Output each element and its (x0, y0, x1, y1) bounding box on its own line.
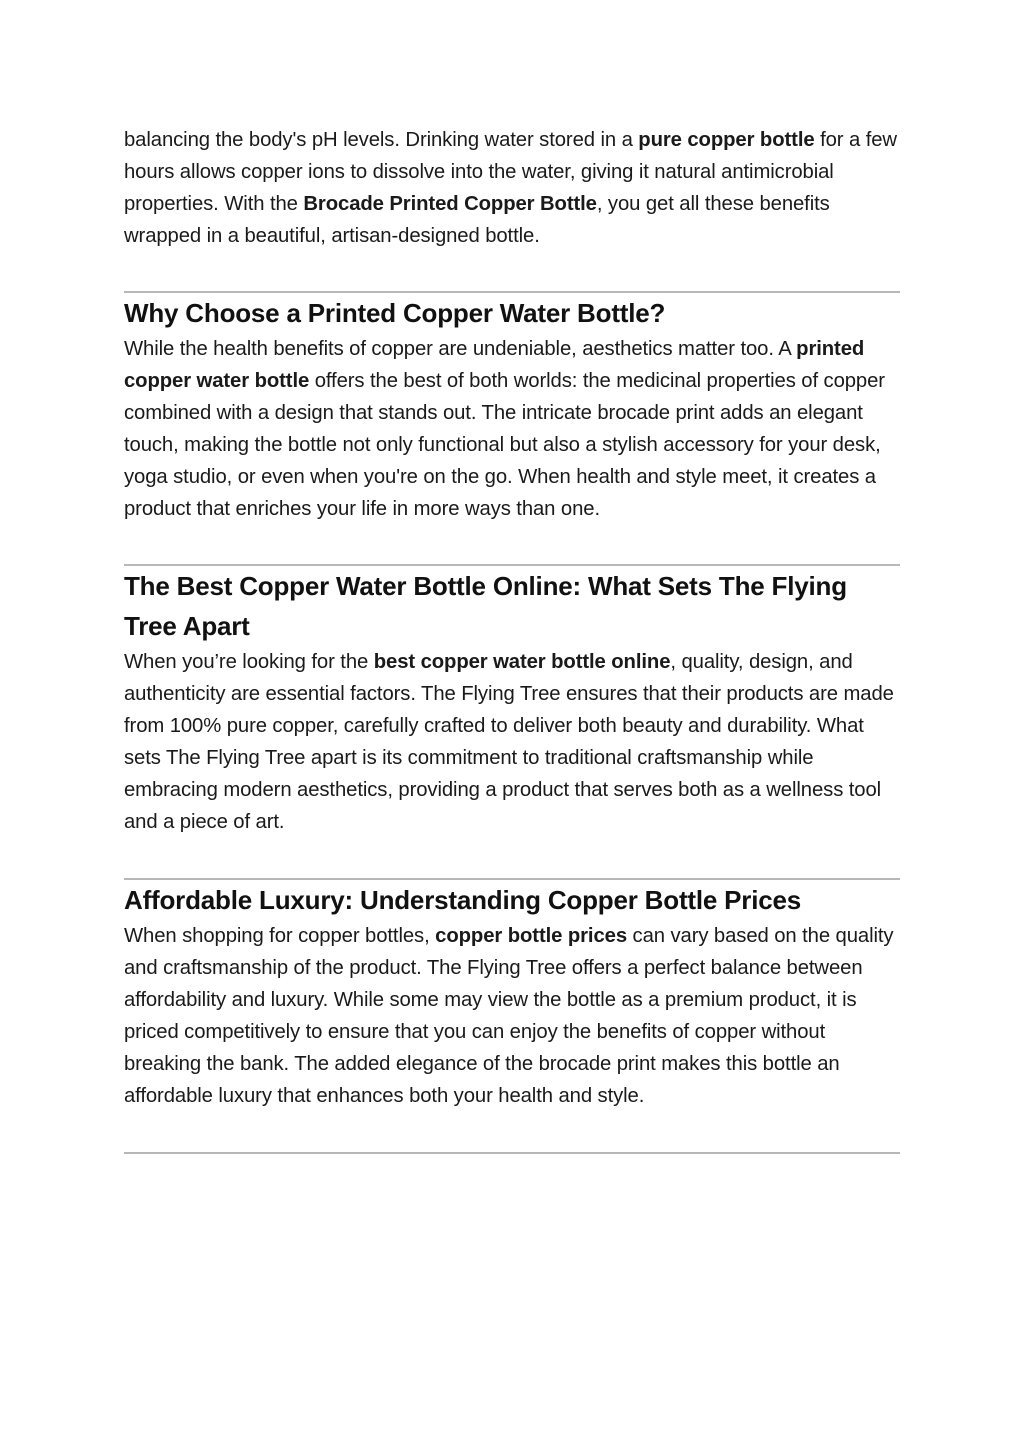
bold-printed-copper-water-bottle: printed copper water bottle (124, 338, 865, 392)
paragraph-text-1: When you’re looking for the (124, 651, 374, 673)
intro-paragraph (124, 124, 900, 252)
intro-bold-pure-copper-bottle: pure copper bottle (638, 129, 815, 151)
section-heading-best-online: The Best Copper Water Bottle Online: What Sets The Flying Tree Apart (124, 571, 847, 641)
paragraph-text-2: can vary based on the quality and craftsmanship of the product. The Flying Tree offers a perfect balance between affordability and luxury. While some may view the bottle as a premium product, it is priced competitively to ensure that you can enjoy the benefits of copper without breaking the bank. The added elegance of the brocade print makes this bottle an affordable luxury that enhances both your health and style. (124, 925, 894, 1107)
paragraph-text-1: While the health benefits of copper are undeniable, aesthetics matter too. A (124, 338, 797, 360)
bold-best-copper-water-bottle-online: best copper water bottle online (373, 651, 671, 673)
section-paragraph-why-choose (124, 333, 900, 525)
bold-copper-bottle-prices: copper bottle prices (435, 925, 627, 947)
intro-text-2: for a few hours allows copper ions to dissolve into the water, giving it natural antimicrobial properties. With the (124, 129, 897, 215)
intro-bold-brocade-bottle: Brocade Printed Copper Bottle (303, 193, 597, 215)
intro-text-1: balancing the body's pH levels. Drinking water stored in a (124, 129, 639, 151)
section-heading-why-choose: Why Choose a Printed Copper Water Bottle? (124, 298, 666, 328)
paragraph-text-1: When shopping for copper bottles, (124, 925, 436, 947)
section-heading-affordable-luxury: Affordable Luxury: Understanding Copper Bottle Prices (124, 885, 802, 915)
section-paragraph-affordable-luxury (124, 920, 900, 1112)
document-page (124, 124, 900, 1154)
paragraph-text-2: offers the best of both worlds: the medicinal properties of copper combined with a design that stands out. The intricate brocade print adds an elegant touch, making the bottle not only functional but also a stylish accessory for your desk, yoga studio, or even when you're on the go. When health and style meet, it creates a product that enriches your life in more ways than one. (124, 370, 885, 520)
section-divider (124, 1152, 900, 1154)
intro-text-3: , you get all these benefits wrapped in a beautiful, artisan-designed bottle. (124, 193, 830, 247)
section-paragraph-best-online (124, 646, 900, 838)
paragraph-text-2: , quality, design, and authenticity are essential factors. The Flying Tree ensures that their products are made from 100% pure copper, carefully crafted to deliver both beauty and durability. What sets The Flying Tree apart is its commitment to traditional craftsmanship while embracing modern aesthetics, providing a product that serves both as a wellness tool and a piece of art. (124, 651, 894, 833)
